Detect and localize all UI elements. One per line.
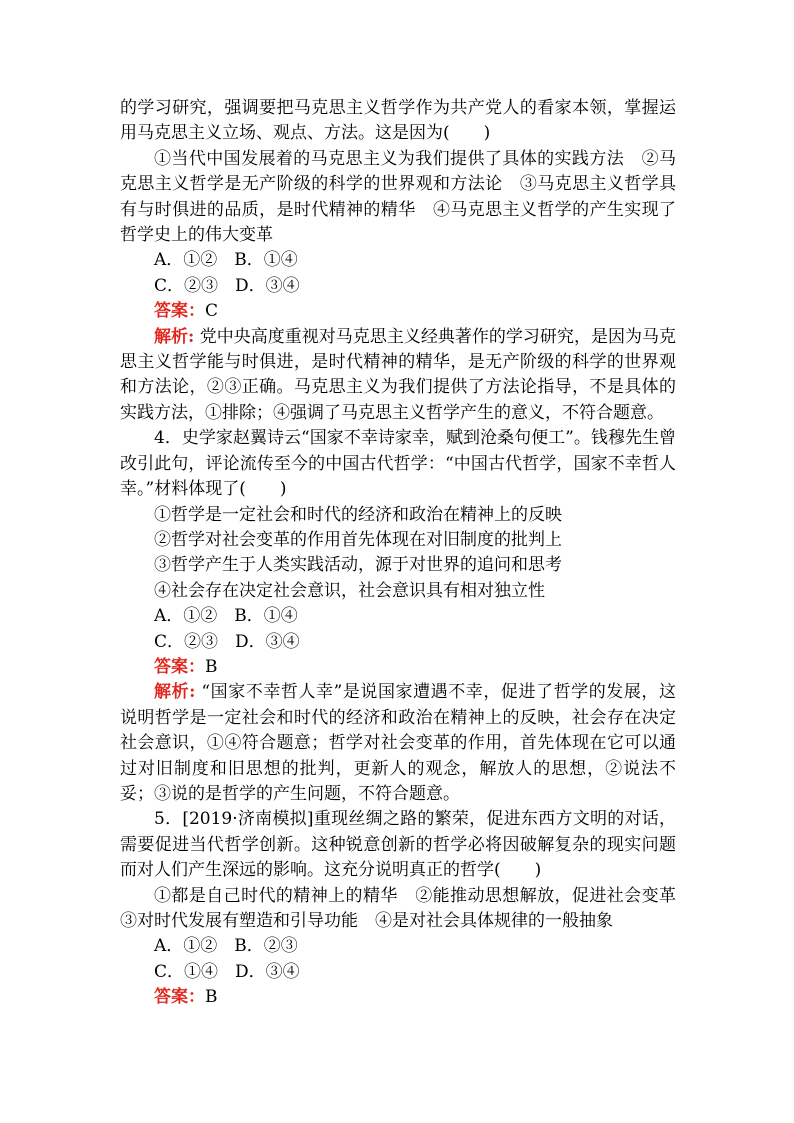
q4-choices-ab: A．①② B．①④	[154, 606, 298, 627]
q3-analysis	[120, 325, 676, 427]
q4-choices-cd: C．②③ D．③④	[154, 631, 300, 652]
q3-choices-ab: A．①② B．①④	[154, 250, 298, 271]
answer-value: B	[205, 987, 218, 1008]
q4-analysis	[120, 680, 676, 807]
q5-options: ①都是自己时代的精神上的精华 ②能推动思想解放，促进社会变革 ③对时代发展有塑造和引导功能 ④是对社会具体规律的一般抽象	[120, 885, 693, 931]
q5-choices-ab: A．①② B．②③	[154, 936, 298, 957]
q5-stem: 5．[2019·济南模拟]重现丝绸之路的繁荣，促进东西方文明的对话，需要促进当代哲学创新。这种锐意创新的哲学必将因破解复杂的现实问题而对人们产生深远的影响。这充分说明真正的哲学( )	[120, 809, 676, 881]
analysis-text: “国家不幸哲人幸”是说国家遭遇不幸，促进了哲学的发展，这说明哲学是一定社会和时代的经济和政治在精神上的反映，社会存在决定社会意识，①④符合题意；哲学对社会变革的作用，首先体现在它可以通过对旧制度和旧思想的批判，更新人的观念，解放人的思想，②说法不妥；③说的是哲学的产生问题，不符合题意。	[120, 682, 676, 804]
q4-answer	[120, 655, 676, 680]
answer-label: 答案：	[154, 987, 205, 1008]
q5-answer	[120, 985, 676, 1010]
analysis-text: 党中央高度重视对马克思主义经典著作的学习研究，是因为马克思主义哲学能与时俱进，是时代精神的精华，是无产阶级的科学的世界观和方法论，②③正确。马克思主义为我们提供了方法论指导，不是具体的实践方法，①排除；④强调了马克思主义哲学产生的意义，不符合题意。	[120, 326, 676, 423]
q3-options: ①当代中国发展着的马克思主义为我们提供了具体的实践方法 ②马克思主义哲学是无产阶级的科学的世界观和方法论 ③马克思主义哲学具有与时俱进的品质，是时代精神的精华 ④马克思主义哲学的产生实现了哲学史上的伟大变革	[120, 148, 676, 246]
q4-option-4: ④社会存在决定社会意识，社会意识具有相对独立性	[154, 580, 545, 601]
q3-answer	[120, 299, 676, 324]
analysis-label: 解析:	[154, 682, 196, 703]
answer-value: B	[205, 656, 218, 677]
answer-label: 答案：	[154, 656, 205, 677]
answer-label: 答案：	[154, 301, 205, 322]
q4-option-2: ②哲学对社会变革的作用首先体现在对旧制度的批判上	[154, 529, 562, 550]
q4-option-3: ③哲学产生于人类实践活动，源于对世界的追问和思考	[154, 555, 562, 576]
q4-option-1: ①哲学是一定社会和时代的经济和政治在精神上的反映	[154, 504, 562, 525]
q4-stem: 4．史学家赵翼诗云“国家不幸诗家幸，赋到沧桑句便工”。钱穆先生曾改引此句，评论流传至今的中国古代哲学：“中国古代哲学，国家不幸哲人幸。”材料体现了( )	[120, 428, 676, 500]
q3-choices-cd: C．②③ D．③④	[154, 275, 300, 296]
answer-value: C	[205, 301, 219, 322]
q3-stem-continuation: 的学习研究，强调要把马克思主义哲学作为共产党人的看家本领，掌握运用马克思主义立场、观点、方法。这是因为( )	[120, 98, 676, 144]
analysis-label: 解析:	[154, 326, 195, 347]
q5-choices-cd: C．①④ D．③④	[154, 961, 300, 982]
document-page	[120, 96, 693, 1011]
